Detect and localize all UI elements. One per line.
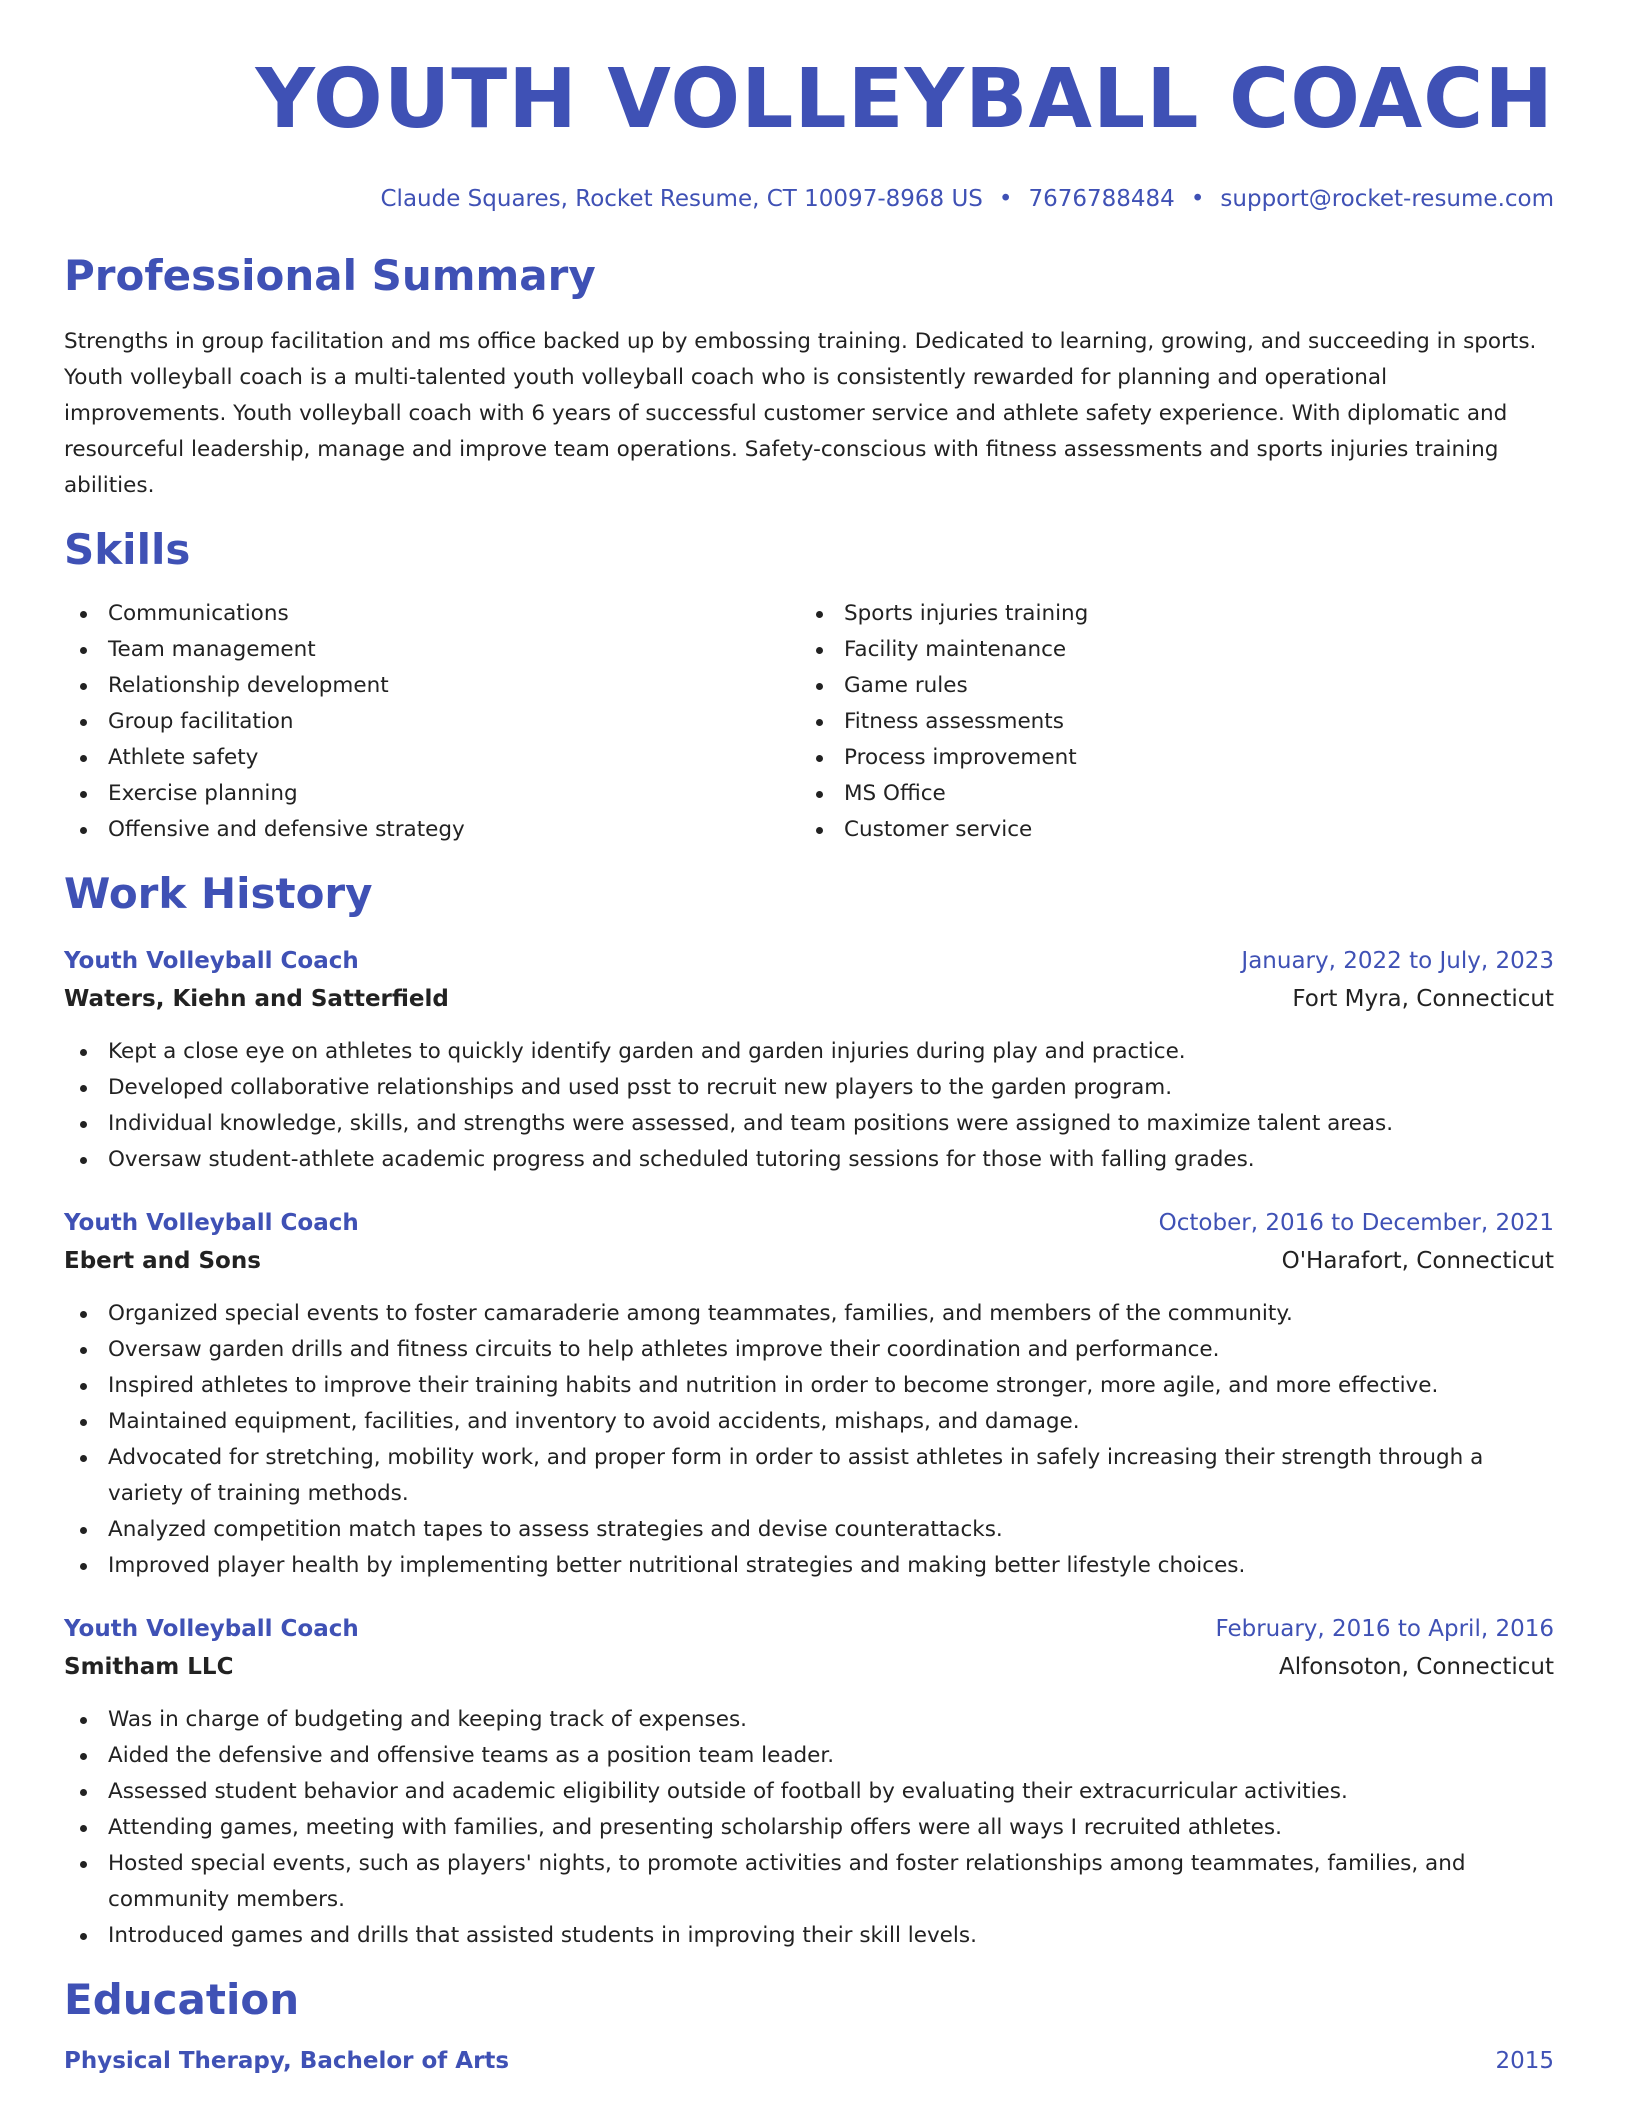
contact-separator: • [998, 186, 1013, 212]
skill-item: Game rules [800, 668, 1536, 704]
education-degree: Physical Therapy, Bachelor of Arts [64, 2048, 510, 2074]
skill-item: Communications [64, 596, 800, 632]
job-bullet: Assessed student behavior and academic eligibility outside of football by evaluating their extracurricular activities. [64, 1774, 1554, 1810]
job-bullet: Was in charge of budgeting and keeping track of expenses. [64, 1702, 1554, 1738]
resume-title: YOUTH VOLLEYBALL COACH [255, 52, 1554, 147]
job-bullet: Organized special events to foster camaraderie among teammates, families, and members of the community. [64, 1296, 1554, 1332]
job-bullet: Oversaw garden drills and fitness circuits to help athletes improve their coordination and performance. [64, 1332, 1554, 1368]
skill-item: Team management [64, 632, 800, 668]
job-title: Youth Volleyball Coach [64, 1616, 359, 1642]
job-dates: January, 2022 to July, 2023 [1241, 948, 1554, 974]
job-entry [64, 1614, 1554, 1954]
education-heading: Education [64, 1975, 300, 2024]
job-dates: October, 2016 to December, 2021 [1158, 1210, 1554, 1236]
job-bullets [64, 1034, 1554, 1178]
job-bullet: Advocated for stretching, mobility work, and proper form in order to assist athletes in safely increasing their strength through a variety of training methods. [64, 1440, 1554, 1512]
skill-item: Group facilitation [64, 704, 800, 740]
job-bullets [64, 1702, 1554, 1954]
job-bullets [64, 1296, 1554, 1584]
skill-item: Sports injuries training [800, 596, 1536, 632]
job-company: Ebert and Sons [64, 1248, 261, 1274]
summary-text: Strengths in group facilitation and ms office backed up by embossing training. Dedicated to learning, growing, and succeeding in sports. Youth volleyball coach is a multi-talented youth volleyball coach who is consistently rewarded for planning and operational improvements. Youth volleyball coach with 6 years of successful customer service and athlete safety experience. With diplomatic and resourceful leadership, manage and improve team operations. Safety-conscious with fitness assessments and sports injuries training abilities. [64, 329, 1537, 498]
contact-line [64, 184, 1554, 214]
skill-item: Fitness assessments [800, 704, 1536, 740]
job-location: O'Harafort, Connecticut [1281, 1248, 1554, 1274]
job-title: Youth Volleyball Coach [64, 1210, 359, 1236]
job-bullet: Aided the defensive and offensive teams as a position team leader. [64, 1738, 1554, 1774]
skills-heading: Skills [64, 525, 191, 574]
contact-separator: • [1190, 186, 1205, 212]
contact-phone: 7676788484 [1028, 186, 1175, 212]
job-entry [64, 1208, 1554, 1584]
job-company: Smitham LLC [64, 1654, 234, 1680]
job-company: Waters, Kiehn and Satterfield [64, 986, 449, 1012]
job-bullet: Maintained equipment, facilities, and inventory to avoid accidents, mishaps, and damage. [64, 1404, 1554, 1440]
job-bullet: Analyzed competition match tapes to assess strategies and devise counterattacks. [64, 1512, 1554, 1548]
skills-right-column [800, 596, 1536, 848]
summary-heading: Professional Summary [64, 251, 596, 300]
job-bullet: Developed collaborative relationships and used psst to recruit new players to the garden program. [64, 1070, 1554, 1106]
skill-item: Customer service [800, 812, 1536, 848]
job-bullet: Hosted special events, such as players' nights, to promote activities and foster relationships among teammates, families, and community members. [64, 1846, 1554, 1918]
skill-item: Offensive and defensive strategy [64, 812, 800, 848]
contact-email[interactable]: support@rocket-resume.com [1220, 186, 1554, 212]
job-entry [64, 946, 1554, 1178]
job-bullet: Attending games, meeting with families, and presenting scholarship offers were all ways I recruited athletes. [64, 1810, 1554, 1846]
job-bullet: Introduced games and drills that assisted students in improving their skill levels. [64, 1918, 1554, 1954]
skill-item: Facility maintenance [800, 632, 1536, 668]
skills-left-column [64, 596, 800, 848]
job-dates: February, 2016 to April, 2016 [1215, 1616, 1554, 1642]
contact-address: Claude Squares, Rocket Resume, CT 10097-8968 US [380, 186, 983, 212]
work-history-heading: Work History [64, 869, 373, 918]
job-bullet: Inspired athletes to improve their training habits and nutrition in order to become stronger, more agile, and more effective. [64, 1368, 1554, 1404]
education-entry [64, 2046, 1554, 2076]
skill-item: Process improvement [800, 740, 1536, 776]
skills-list [64, 596, 1554, 848]
skill-item: Relationship development [64, 668, 800, 704]
job-bullet: Kept a close eye on athletes to quickly identify garden and garden injuries during play and practice. [64, 1034, 1554, 1070]
skill-item: Exercise planning [64, 776, 800, 812]
job-title: Youth Volleyball Coach [64, 948, 359, 974]
job-location: Fort Myra, Connecticut [1292, 986, 1554, 1012]
job-bullet: Improved player health by implementing better nutritional strategies and making better lifestyle choices. [64, 1548, 1554, 1584]
skill-item: Athlete safety [64, 740, 800, 776]
job-bullet: Oversaw student-athlete academic progress and scheduled tutoring sessions for those with falling grades. [64, 1142, 1554, 1178]
resume-page [64, 52, 1554, 2076]
job-location: Alfonsoton, Connecticut [1279, 1654, 1554, 1680]
job-bullet: Individual knowledge, skills, and strengths were assessed, and team positions were assigned to maximize talent areas. [64, 1106, 1554, 1142]
skill-item: MS Office [800, 776, 1536, 812]
education-year: 2015 [1495, 2048, 1554, 2074]
